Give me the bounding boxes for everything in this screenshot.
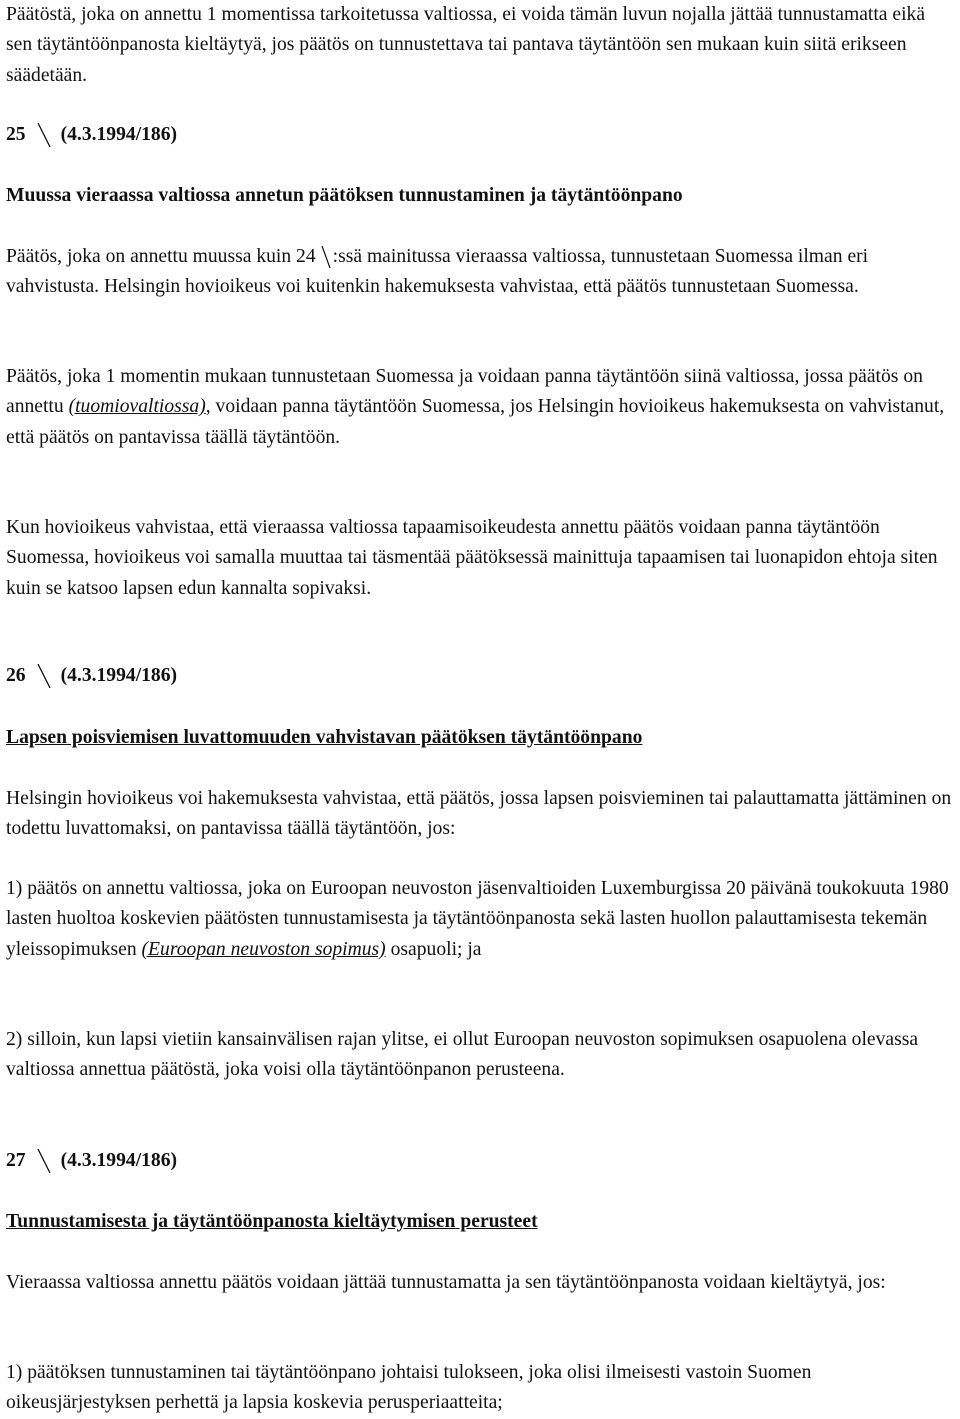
section-sign-icon (28, 123, 58, 145)
section-25-paragraph-2 (6, 362, 956, 453)
section-25-paragraph-3 (6, 513, 956, 604)
section-sign-icon (28, 1149, 58, 1171)
section-25-title-block (6, 181, 956, 211)
section-26-item-1 (6, 874, 956, 965)
s25-p2-part-a: Päätös, joka 1 momentin mukaan tunnustetaan Suomessa ja voidaan panna täytäntöön siinä valtiossa, jossa päätös on annettu (6, 366, 923, 418)
section-sign-icon (28, 664, 58, 686)
s26-item1-emphasis: (Euroopan neuvoston sopimus) (141, 938, 386, 960)
section-27-item-1 (6, 1358, 956, 1419)
section-27-title-block (6, 1207, 956, 1237)
s25-p3-text: Kun hovioikeus vahvistaa, että vieraassa valtiossa tapaamisoikeudesta annettu päätös voidaan panna täytäntöön Suomessa, hovioikeus voi samalla muuttaa tai täsmentää päätöksessä mainittuja tapaamisen tai luonapidon ehtoja siten kuin se katsoo lapsen edun kannalta sopivaksi. (6, 517, 938, 599)
s26-item2-text: 2) silloin, kun lapsi vietiin kansainvälisen rajan ylitse, ei ollut Euroopan neuvoston sopimuksen osapuolena olevassa valtiossa annettua päätöstä, joka voisi olla täytäntöönpanon perusteena. (6, 1029, 919, 1081)
intro-text: Päätöstä, joka on annettu 1 momentissa tarkoitetussa valtiossa, ei voida tämän luvun nojalla jättää tunnustamatta eikä sen täytäntöönpanosta kieltäytyä, jos päätös on tunnustettava tai pantava täytäntöön sen mukaan kuin siitä erikseen säädetään. (6, 4, 926, 86)
s27-item1-text: 1) päätöksen tunnustaminen tai täytäntöönpano johtaisi tulokseen, joka olisi ilmeisesti vastoin Suomen oikeusjärjestyksen perhettä ja lapsia koskevia perusperiaatteita; (6, 1362, 812, 1414)
s26-p1-text: Helsingin hovioikeus voi hakemuksesta vahvistaa, että päätös, jossa lapsen poisvieminen tai palauttamatta jättäminen on todettu luvattomaksi, on pantavissa täällä täytäntöön, jos: (6, 788, 952, 840)
section-27-paragraph-1 (6, 1268, 956, 1298)
s25-p1-part-b: :ssä mainitussa vieraassa valtiossa, tunnustetaan Suomessa ilman eri vahvistusta. Helsingin hovioikeus voi kuitenkin hakemuksesta vahvistaa, että päätös tunnustetaan Suomessa. (6, 246, 869, 298)
section-26-title: Lapsen poisviemisen luvattomuuden vahvistavan päätöksen täytäntöönpano (6, 727, 643, 748)
s25-p1-part-a: Päätös, joka on annettu muussa kuin 24 (6, 246, 316, 267)
section-25-paragraph-1 (6, 242, 956, 303)
section-26-item-2 (6, 1025, 956, 1086)
section-25-heading (6, 120, 956, 150)
s25-p2-part-b: , voidaan panna täytäntöön Suomessa, jos Helsingin hovioikeus hakemuksesta on vahvistanut, että päätös on pantavissa täällä täytäntöön. (6, 396, 945, 448)
section-25-amend: (4.3.1994/186) (60, 124, 178, 145)
section-26-paragraph-1 (6, 784, 956, 845)
section-25-number: 25 (6, 124, 26, 145)
s25-p2-emphasis: (tuomiovaltiossa) (68, 396, 206, 418)
section-26-heading (6, 661, 956, 691)
section-25-title: Muussa vieraassa valtiossa annetun päätöksen tunnustaminen ja täytäntöönpano (6, 185, 683, 206)
section-26-title-block (6, 723, 956, 753)
section-27-heading (6, 1146, 956, 1176)
s26-item1-part-b: osapuoli; ja (385, 938, 482, 960)
intro-paragraph (6, 0, 956, 91)
section-26-number: 26 (6, 665, 26, 686)
s27-p1-text: Vieraassa valtiossa annettu päätös voidaan jättää tunnustamatta ja sen täytäntöönpanosta voidaan kieltäytyä, jos: (6, 1272, 886, 1293)
section-26-amend: (4.3.1994/186) (60, 665, 178, 686)
s26-item1-part-a: 1) päätös on annettu valtiossa, joka on Euroopan neuvoston jäsenvaltioiden Luxemburgissa 20 päivänä toukokuuta 1980 lasten huoltoa koskevien päätösten tunnustamisesta ja täytäntöönpanosta sekä lasten huollon palauttamisesta tekemän yleissopimuksen (6, 878, 949, 960)
section-sign-icon (320, 246, 332, 266)
section-27-number: 27 (6, 1150, 26, 1171)
section-27-amend: (4.3.1994/186) (60, 1150, 178, 1171)
section-27-title: Tunnustamisesta ja täytäntöönpanosta kieltäytymisen perusteet (6, 1211, 538, 1232)
